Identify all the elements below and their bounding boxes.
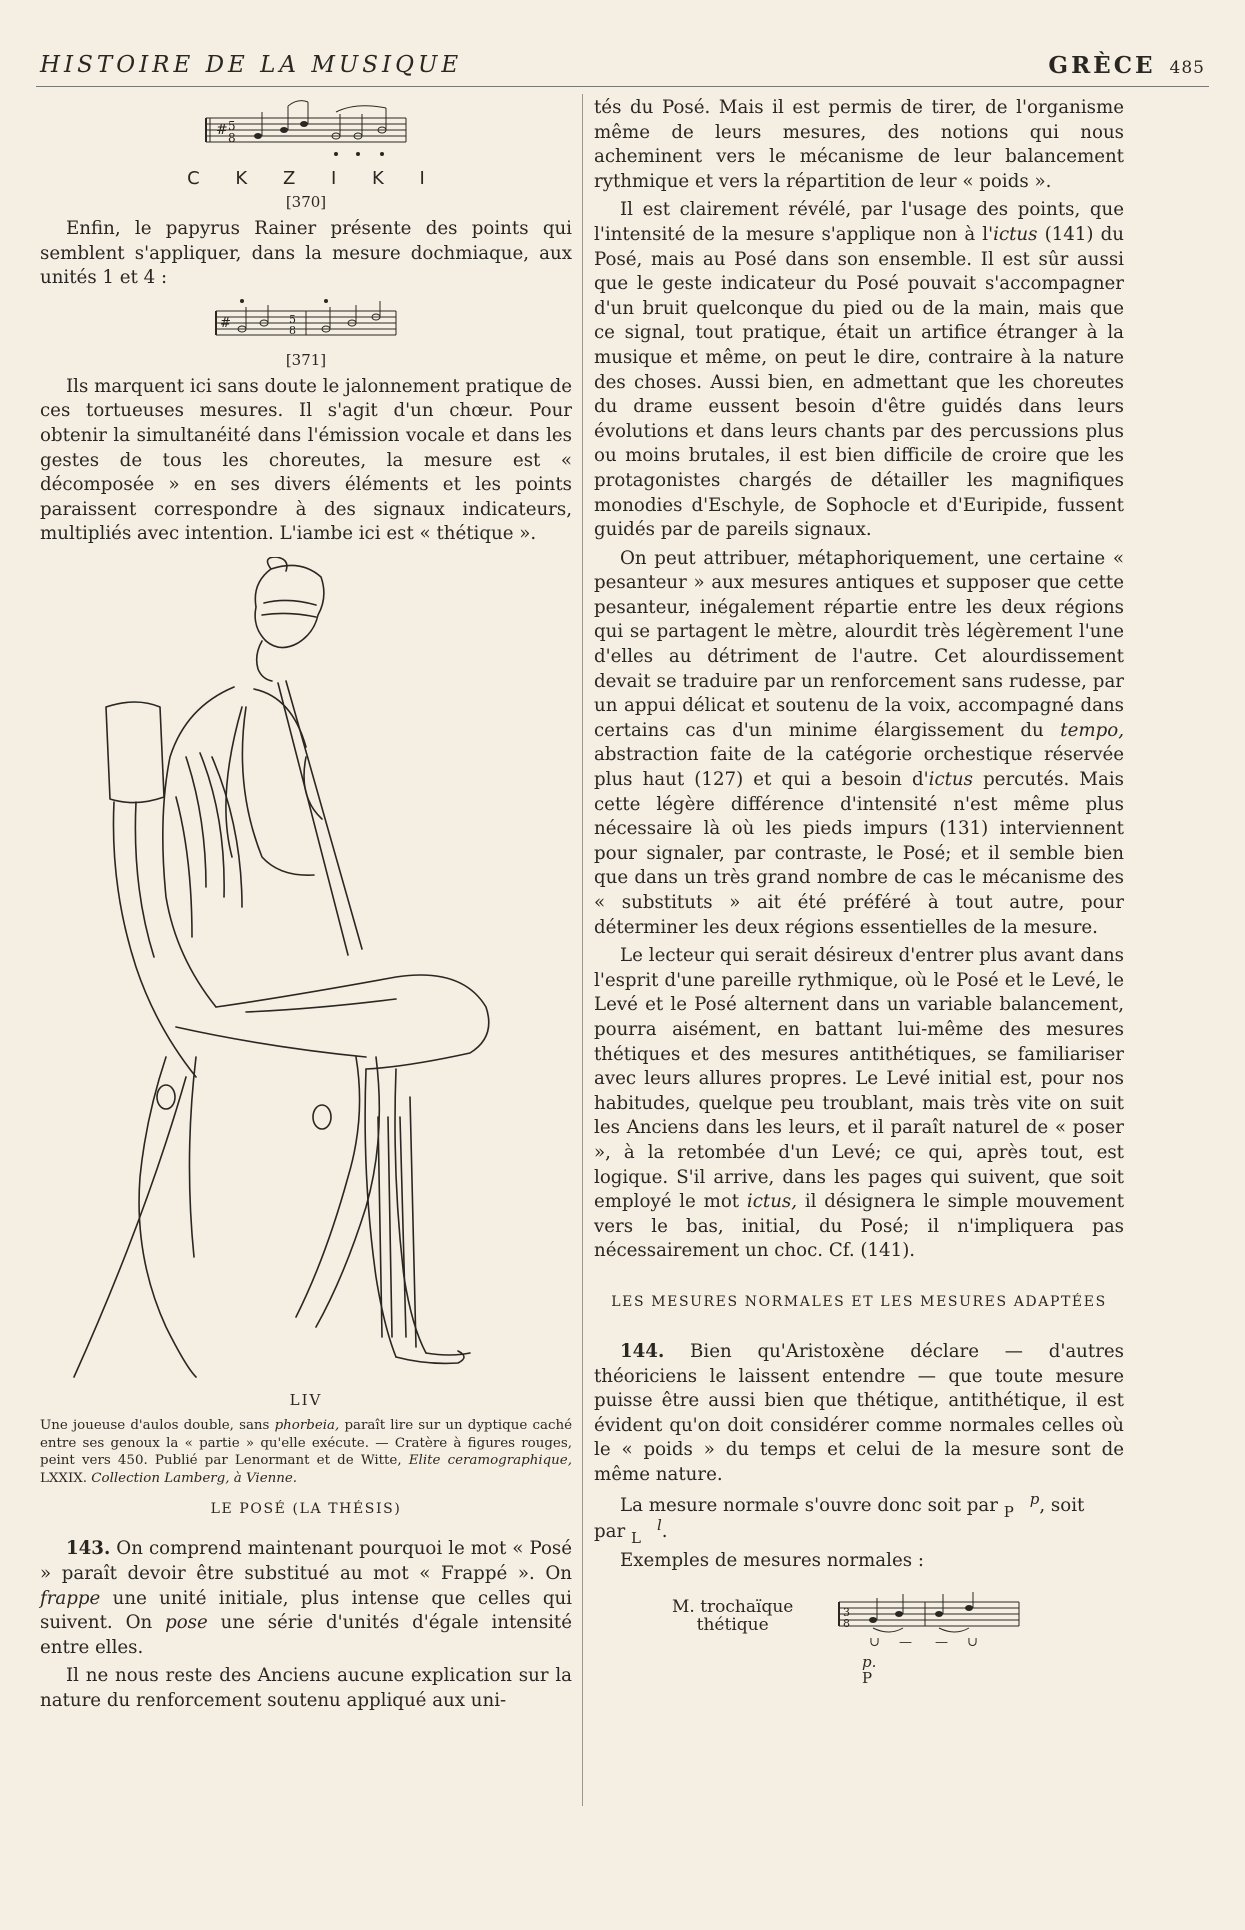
example-370-number: [370] (285, 193, 327, 211)
paragraph-mesure-normale: La mesure normale s'ouvre donc soit par p P , soit par l L . (594, 1490, 1085, 1548)
svg-text:—: — (935, 1635, 948, 1651)
paragraph-144: 144. Bien qu'Aristoxène déclare — d'autres théoriciens le laissent entendre — que toute mesure puisse être aussi bien que thétique, antithétique, il est évident qu'on doit considérer comme normales celles où le « poids » du temps et celui de la mesure sont de même nature. (594, 1340, 1124, 1485)
example-trochaic (594, 1586, 1124, 1696)
aulos-player-illustration (66, 557, 536, 1387)
paragraph-jalonnement: Ils marquent ici sans doute le jalonnement pratique de ces tortueuses mesures. Il s'agit d'un chœur. Pour obtenir la simultanéité dans l'émission vocale et dans les gestes de tous les choreutes, la mesure est « décomposée » en ses divers éléments et les points paraissent correspondre à des signaux indicateurs, multipliés avec intention. L'iambe ici est « thétique ». (40, 375, 572, 545)
music-example-371 (206, 295, 406, 347)
left-column (40, 96, 572, 1717)
svg-text:—: — (899, 1635, 912, 1651)
example-brace: p. P (862, 1653, 877, 1688)
running-head-right (1048, 52, 1205, 79)
example-371-number: [371] (285, 350, 327, 369)
paragraph-continuation: tés du Posé. Mais il est permis de tirer, de l'organisme même de leurs mesures, des notions qui nous acheminent vers le mécanisme de leur balancement rythmique et vers la répartition de leur « poids ». (594, 97, 1124, 192)
figure-caption: Une joueuse d'aulos double, sans phorbeia, paraît lire sur un dyptique caché entre ses genoux la « partie » qu'elle exécute. — Cratère à figures rouges, peint vers 450. Publié par Lenormant et de Witte, Elite ceramographique, LXXIX. Collection Lamberg, à Vienne. (40, 1417, 572, 1486)
paragraph-papyrus: Enfin, le papyrus Rainer présente des points qui semblent s'appliquer, dans la mesure dochmiaque, aux unités 1 et 4 : (40, 218, 572, 289)
running-head-left: HISTOIRE DE LA MUSIQUE (40, 52, 463, 78)
running-head-title: GRÈCE (1048, 52, 1156, 79)
svg-text:5: 5 (289, 312, 296, 326)
music-example-370-syllables: C K Z I K I (187, 168, 440, 189)
section-title-pose: LE POSÉ (LA THÉSIS) (210, 1501, 402, 1518)
example-trochaic-label: M. trochaïque thétique (672, 1597, 794, 1636)
svg-text:5: 5 (228, 119, 236, 133)
header-rule (36, 86, 1209, 87)
paragraph-exemples: Exemples de mesures normales : (620, 1550, 924, 1572)
svg-text:8: 8 (843, 1617, 850, 1631)
paragraph-143-continued: Il ne nous reste des Anciens aucune explication sur la nature du renforcement soutenu appliqué aux uni- (40, 1665, 572, 1711)
figure-title: LIV (289, 1390, 323, 1409)
music-example-trochaic (829, 1590, 1029, 1650)
svg-text:3: 3 (843, 1606, 850, 1620)
svg-text:∪: ∪ (967, 1635, 978, 1651)
svg-text:#: # (216, 122, 228, 138)
brace-p-P: p P (1003, 1490, 1040, 1522)
right-column (594, 96, 1124, 1696)
music-example-370 (196, 96, 416, 166)
brace-l-L: l L (630, 1516, 662, 1548)
paragraph-points: Il est clairement révélé, par l'usage des points, que l'intensité de la mesure s'applique non à l'ictus (141) du Posé, mais au Posé dans son ensemble. Il est sûr aussi que le geste indicateur du Posé pouvait s'accompagner d'un bruit quelconque du pied ou de la main, mais que ce signal, tout pratique, était un artifice étranger à la musique et même, on peut le dire, contraire à la nature des choses. Aussi bien, en admettant que les choreutes du drame eussent besoin d'être guidés dans leurs évolutions et dans leurs chants par des percussions plus ou moins brutales, il est bien difficile de croire que les protagonistes chargés de détailler les magnifiques monodies d'Eschyle, de Sophocle et d'Euripide, fussent guidés par de pareils signaux. (594, 199, 1125, 541)
paragraph-pesanteur: On peut attribuer, métaphoriquement, une certaine « pesanteur » aux mesures antiques et supposer que cette pesanteur, inégalement répartie entre les deux régions qui se partagent le mètre, alourdit très légèrement l'une d'elles au détriment de l'autre. Cet alourdissement devait se traduire par un renforcement sans rudesse, par un appui délicat et soutenu de la voix, accompagné dans certains cas d'un minime élargissement du tempo, abstraction faite de la catégorie orchestique réservée plus haut (127) et qui a besoin d'ictus percutés. Mais cette légère différence d'intensité n'est même plus nécessaire là où les pieds impurs (131) interviennent pour signaler, par contraste, le Posé; et il semble bien que dans un très grand nombre de cas le mécanisme des « substituts » ait été préféré à tout autre, pour déterminer les deux régions essentielles de la mesure. (594, 547, 1124, 938)
svg-text:∪: ∪ (869, 1635, 880, 1651)
paragraph-lecteur: Le lecteur qui serait désireux d'entrer plus avant dans l'esprit d'une pareille rythmique, où le Posé et le Levé, le Levé et le Posé alternent dans un variable balancement, pourra aisément, en battant lui-même des mesures thétiques et des mesures antithétiques, se familiariser avec leurs allures propres. Le Levé initial est, pour nos habitudes, quelque peu troublant, mais très vite on suit les Anciens dans les leurs, et il paraît naturel de « poser », à la retombée d'un Levé; ce qui, après tout, est logique. S'il arrive, dans les pages qui suivent, que soit employé le mot ictus, il désignera le simple mouvement vers le bas, initial, du Posé; il n'impliquera pas nécessairement un choc. Cf. (141). (594, 945, 1124, 1262)
svg-text:#: # (220, 315, 231, 331)
svg-text:8: 8 (289, 323, 296, 337)
column-rule (582, 94, 583, 1806)
section-title-mesures: LES MESURES NORMALES ET LES MESURES ADAPTÉES (611, 1293, 1107, 1310)
paragraph-143: 143. On comprend maintenant pourquoi le mot « Posé » paraît devoir être substitué au mot « Frappé ». On frappe une unité initiale, plus intense que celles qui suivent. On pose une série d'unités d'égale intensité entre elles. (40, 1538, 572, 1658)
page-number: 485 (1169, 58, 1205, 78)
svg-text:8: 8 (228, 131, 236, 145)
